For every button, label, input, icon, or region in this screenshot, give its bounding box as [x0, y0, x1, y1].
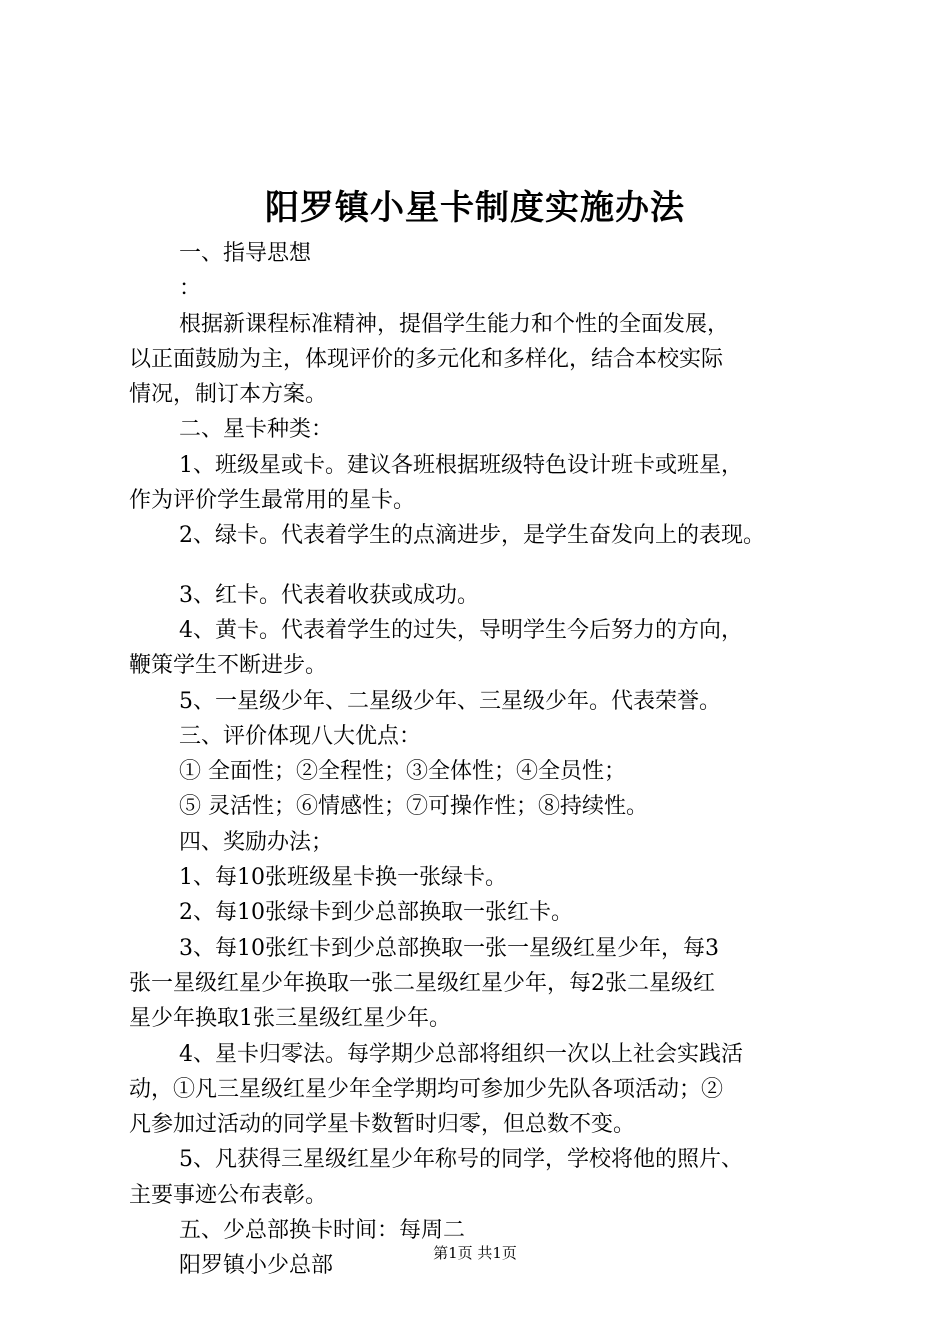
reward-item-continuation: 凡参加过活动的同学星卡数暂时归零，但总数不变。: [129, 1112, 636, 1138]
blank-line: [129, 554, 849, 578]
section-heading-eight-merits: 三、评价体现八大优点：: [179, 723, 422, 749]
reward-item: 3、每10张红卡到少总部换取一张一星级红星少年，每3: [179, 935, 719, 961]
document-title: 阳罗镇小星卡制度实施办法: [265, 188, 685, 228]
colon-line: ：: [179, 276, 202, 302]
reward-item-continuation: 主要事迹公布表彰。: [129, 1182, 328, 1208]
paragraph-line: 情况，制订本方案。: [129, 382, 328, 408]
list-item-yellow-card: 4、黄卡。代表着学生的过失，导明学生今后努力的方向，: [179, 617, 743, 643]
document-body: [129, 236, 849, 1284]
section-heading-card-types: 二、星卡种类：: [179, 417, 334, 443]
list-item-continuation: 作为评价学生最常用的星卡。: [129, 488, 416, 514]
list-item-green-card: 2、绿卡。代表着学生的点滴进步，是学生奋发向上的表现。: [179, 523, 765, 549]
reward-item: 2、每10张绿卡到少总部换取一张红卡。: [179, 900, 573, 926]
list-item-star-levels: 5、一星级少年、二星级少年、三星级少年。代表荣誉。: [179, 688, 721, 714]
signature-line: 阳罗镇小少总部: [179, 1253, 334, 1279]
reward-item: 5、凡获得三星级红星少年称号的同学，学校将他的照片、: [179, 1147, 743, 1173]
paragraph-line: 根据新课程标准精神，提倡学生能力和个性的全面发展，: [179, 311, 730, 337]
page-footer: 第1页 共1页: [433, 1244, 517, 1262]
list-item-continuation: 鞭策学生不断进步。: [129, 653, 328, 679]
list-item-class-star: 1、班级星或卡。建议各班根据班级特色设计班卡或班星，: [179, 452, 743, 478]
section-heading-exchange-time: 五、少总部换卡时间：每周二: [179, 1218, 466, 1244]
section-heading-rewards: 四、奖励办法；: [179, 829, 334, 855]
reward-item: 4、星卡归零法。每学期少总部将组织一次以上社会实践活: [179, 1041, 743, 1067]
merits-line: ⑤ 灵活性；⑥情感性；⑦可操作性；⑧持续性。: [179, 794, 648, 820]
paragraph-line: 以正面鼓励为主，体现评价的多元化和多样化，结合本校实际: [129, 346, 724, 372]
section-heading-guiding-ideology: 一、指导思想: [179, 241, 312, 266]
list-item-red-card: 3、红卡。代表着收获或成功。: [179, 582, 479, 608]
reward-item-continuation: 星少年换取1张三星级红星少年。: [129, 1006, 451, 1032]
merits-line: ① 全面性；②全程性；③全体性；④全员性；: [179, 759, 626, 785]
reward-item-continuation: 动，①凡三星级红星少年全学期均可参加少先队各项活动；②: [129, 1076, 724, 1102]
reward-item: 1、每10张班级星卡换一张绿卡。: [179, 865, 507, 891]
reward-item-continuation: 张一星级红星少年换取一张二星级红星少年，每2张二星级红: [129, 970, 715, 996]
